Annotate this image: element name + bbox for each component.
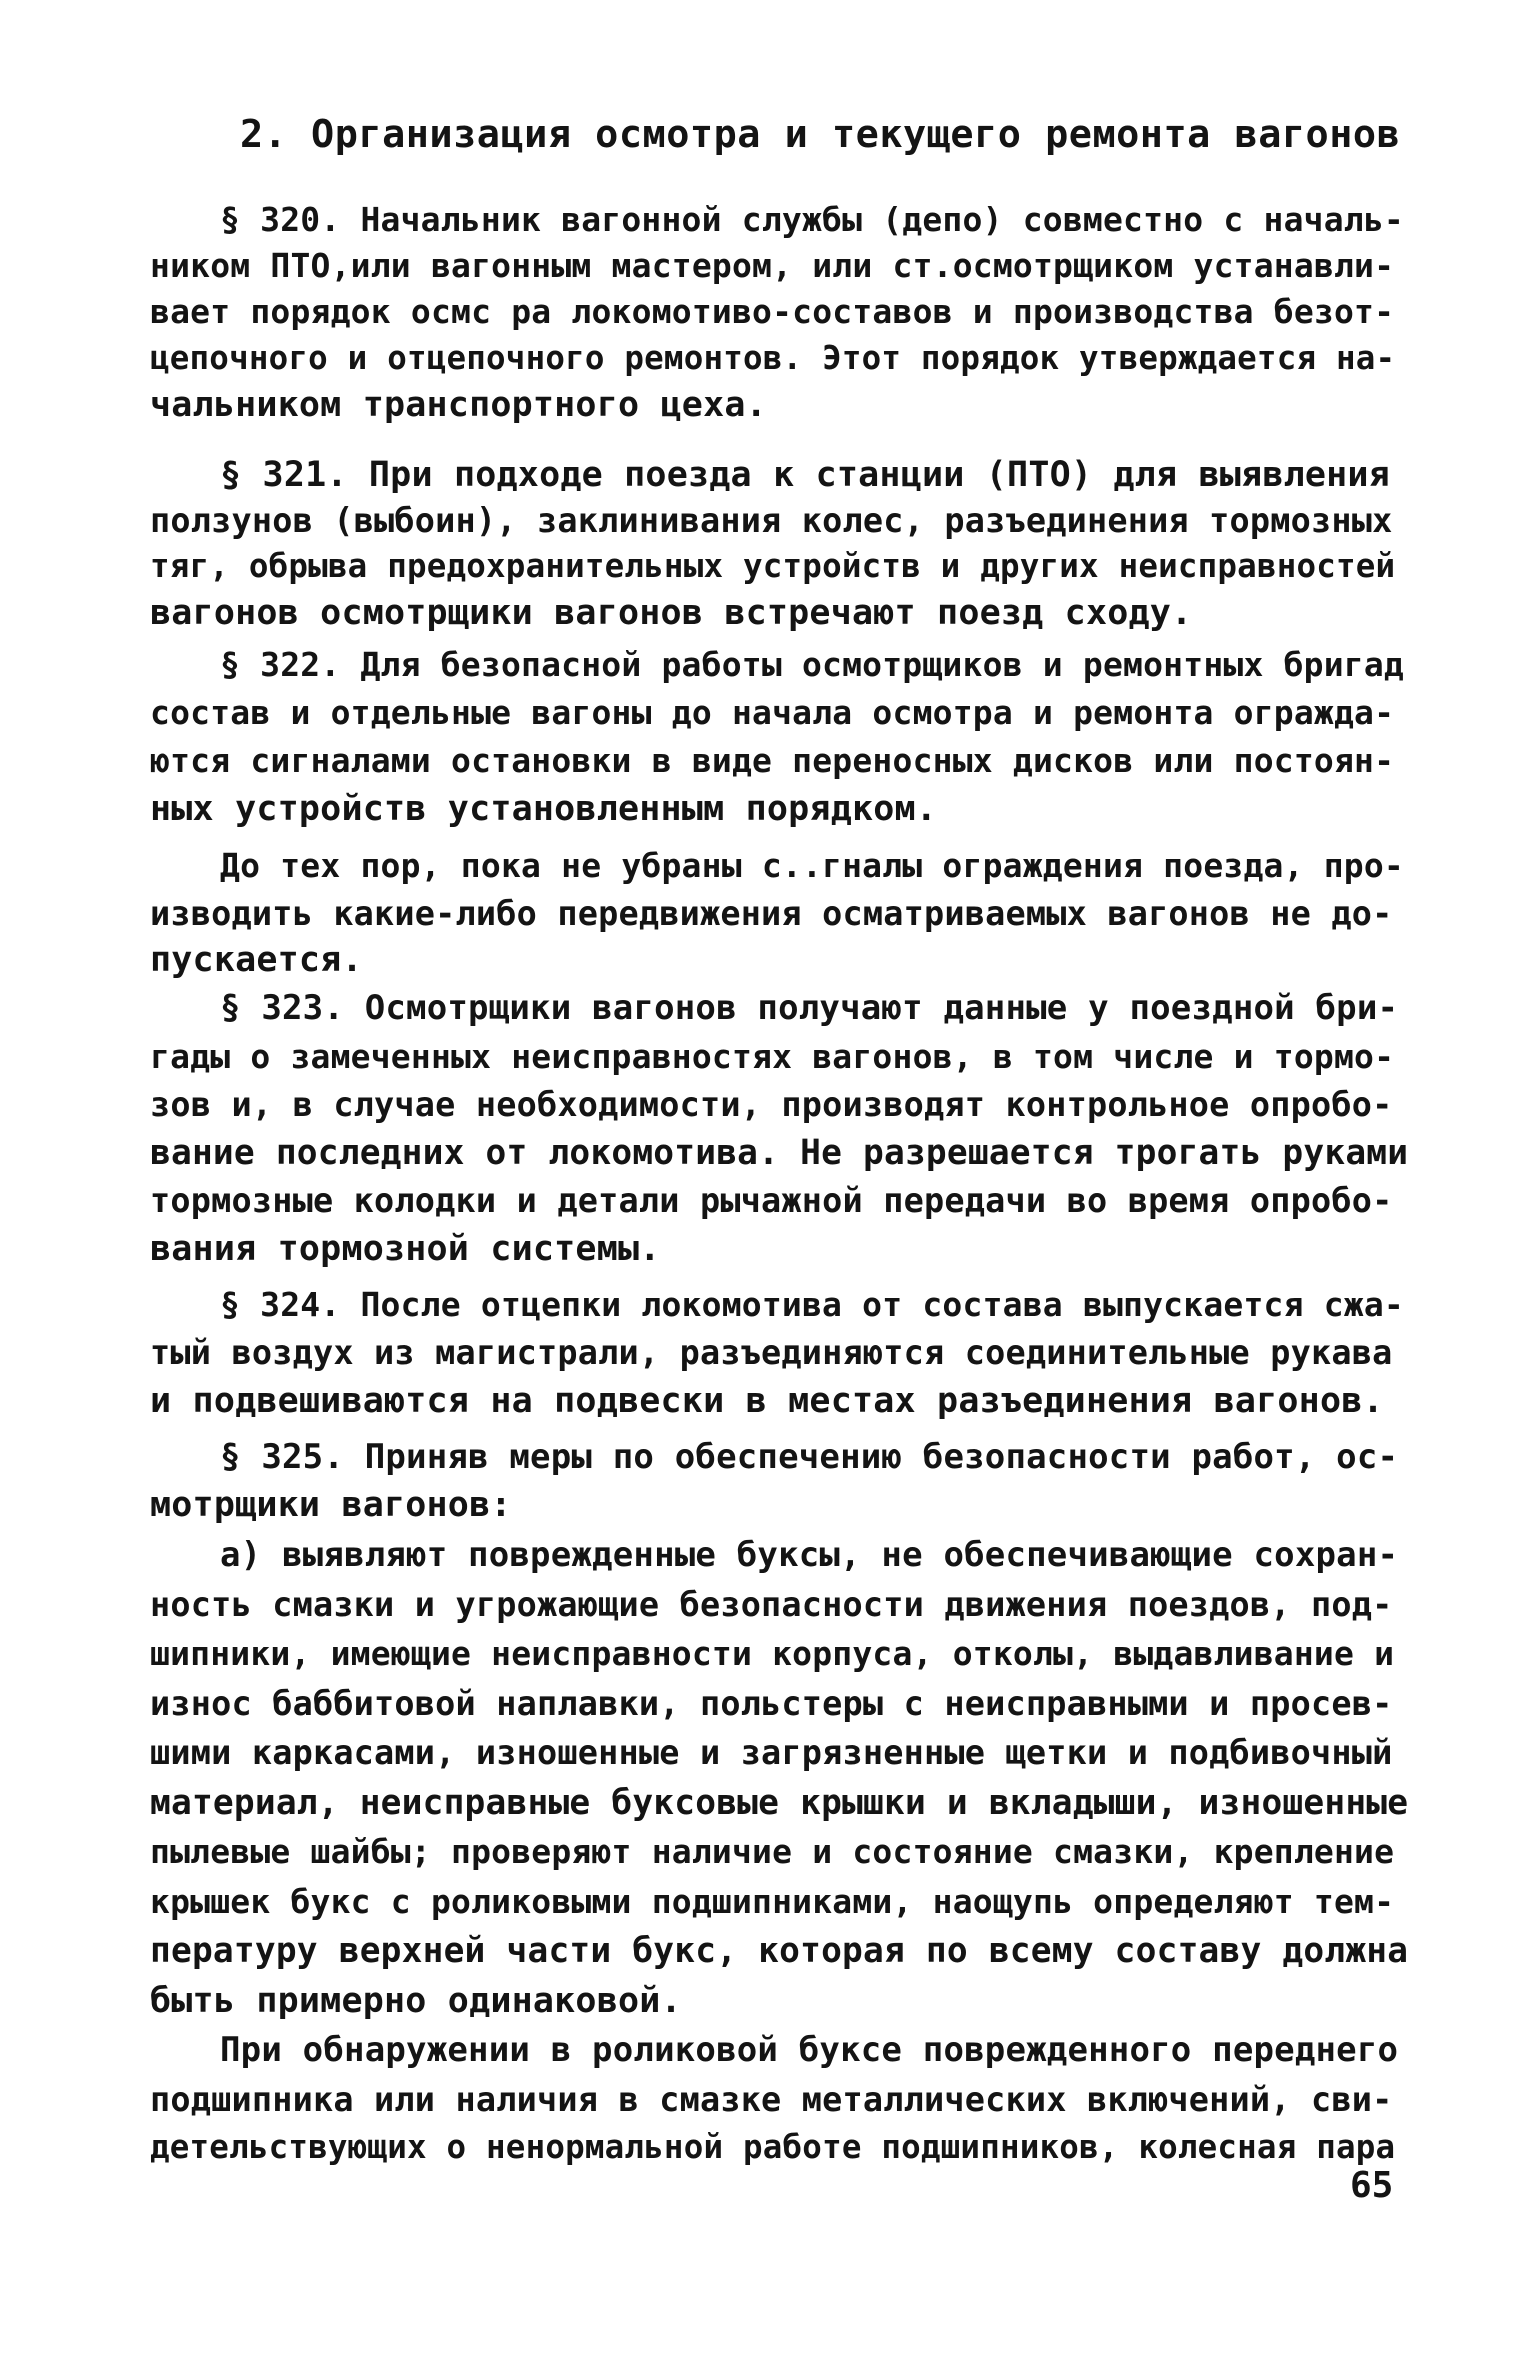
text-line: а) выявляют поврежденные буксы, не обеспечивающие сохран- [220, 1535, 1399, 1575]
text-line: зов и, в случае необходимости, производят контрольное опробо- [150, 1085, 1393, 1124]
text-line: До тех пор, пока не убраны с..гналы ограждения поезда, про- [220, 846, 1404, 885]
text-line: шипники, имеющие неисправности корпуса, отколы, выдавливание и [150, 1634, 1395, 1673]
text-line: и подвешиваются на подвески в местах разъединения вагонов. [150, 1381, 1384, 1421]
text-line: материал, неисправные буксовые крышки и вкладыши, изношенные [150, 1783, 1409, 1823]
text-line: крышек букс с роликовыми подшипниками, наощупь определяют тем- [150, 1882, 1395, 1921]
text-line: вания тормозной системы. [150, 1229, 661, 1269]
text-line: гады о замеченных неисправностях вагонов, в том числе и тормо- [150, 1037, 1395, 1076]
text-line: изводить какие-либо передвижения осматриваемых вагонов не до- [150, 894, 1393, 933]
text-line: тормозные колодки и детали рычажной передачи во время опробо- [150, 1181, 1393, 1220]
text-line: шими каркасами, изношенные и загрязненные щетки и подбивочный [150, 1733, 1393, 1772]
text-line: вание последних от локомотива. Не разрешается трогать руками [150, 1133, 1409, 1173]
text-line: износ баббитовой наплавки, польстеры с неисправными и просев- [150, 1684, 1393, 1723]
text-line: тяг, обрыва предохранительных устройств и других неисправностей [150, 547, 1396, 585]
text-line: При обнаружении в роликовой буксе поврежденного переднего [220, 2030, 1399, 2070]
text-line: цепочного и отцепочного ремонтов. Этот порядок утверждается на- [150, 339, 1396, 377]
text-line: пускается. [150, 940, 363, 980]
text-line: § 320. Начальник вагонной службы (депо) совместно с началь- [220, 200, 1404, 239]
text-line: состав и отдельные вагоны до начала осмотра и ремонта огражда- [150, 693, 1395, 732]
text-line: пылевые шайбы; проверяют наличие и состояние смазки, крепление [150, 1832, 1395, 1871]
text-line: § 323. Осмотрщики вагонов получают данные у поездной бри- [220, 988, 1399, 1028]
text-line: чальником транспортного цеха. [150, 385, 767, 425]
text-line: § 324. После отцепки локомотива от состава выпускается сжа- [220, 1285, 1404, 1324]
text-line: ползунов (выбоин), заклинивания колес, разъединения тормозных [150, 501, 1393, 540]
text-line: детельствующих о ненормальной работе подшипников, колесная пара [150, 2128, 1396, 2166]
text-line: быть примерно одинаковой. [150, 1981, 682, 2021]
text-line: ются сигналами остановки в виде переносных дисков или постоян- [150, 741, 1395, 780]
text-line: пературу верхней части букс, которая по всему составу должна [150, 1931, 1409, 1971]
text-line: подшипника или наличия в смазке металлических включений, сви- [150, 2080, 1393, 2119]
text-line: ником ПТО,или вагонным мастером, или ст.осмотрщиком устанавли- [150, 246, 1395, 285]
text-line: § 321. При подходе поезда к станции (ПТО) для выявления [220, 455, 1390, 495]
text-line: тый воздух из магистрали, разъединяются соединительные рукава [150, 1333, 1393, 1372]
text-line: ных устройств установленным порядком. [150, 789, 938, 829]
text-line: вает порядок осмс ра локомотиво-составов и производства безот- [150, 292, 1395, 331]
text-line: вагонов осмотрщики вагонов встречают поезд сходу. [150, 593, 1193, 633]
text-line: § 322. Для безопасной работы осмотрщиков и ремонтных бригад [220, 645, 1404, 684]
page-number: 65 [1350, 2165, 1394, 2206]
text-line: ность смазки и угрожающие безопасности движения поездов, под- [150, 1585, 1393, 1624]
section-heading: 2. Организация осмотра и текущего ремонта вагонов [240, 112, 1401, 157]
text-line: мотрщики вагонов: [150, 1485, 512, 1525]
text-line: § 325. Приняв меры по обеспечению безопасности работ, ос- [220, 1437, 1399, 1477]
